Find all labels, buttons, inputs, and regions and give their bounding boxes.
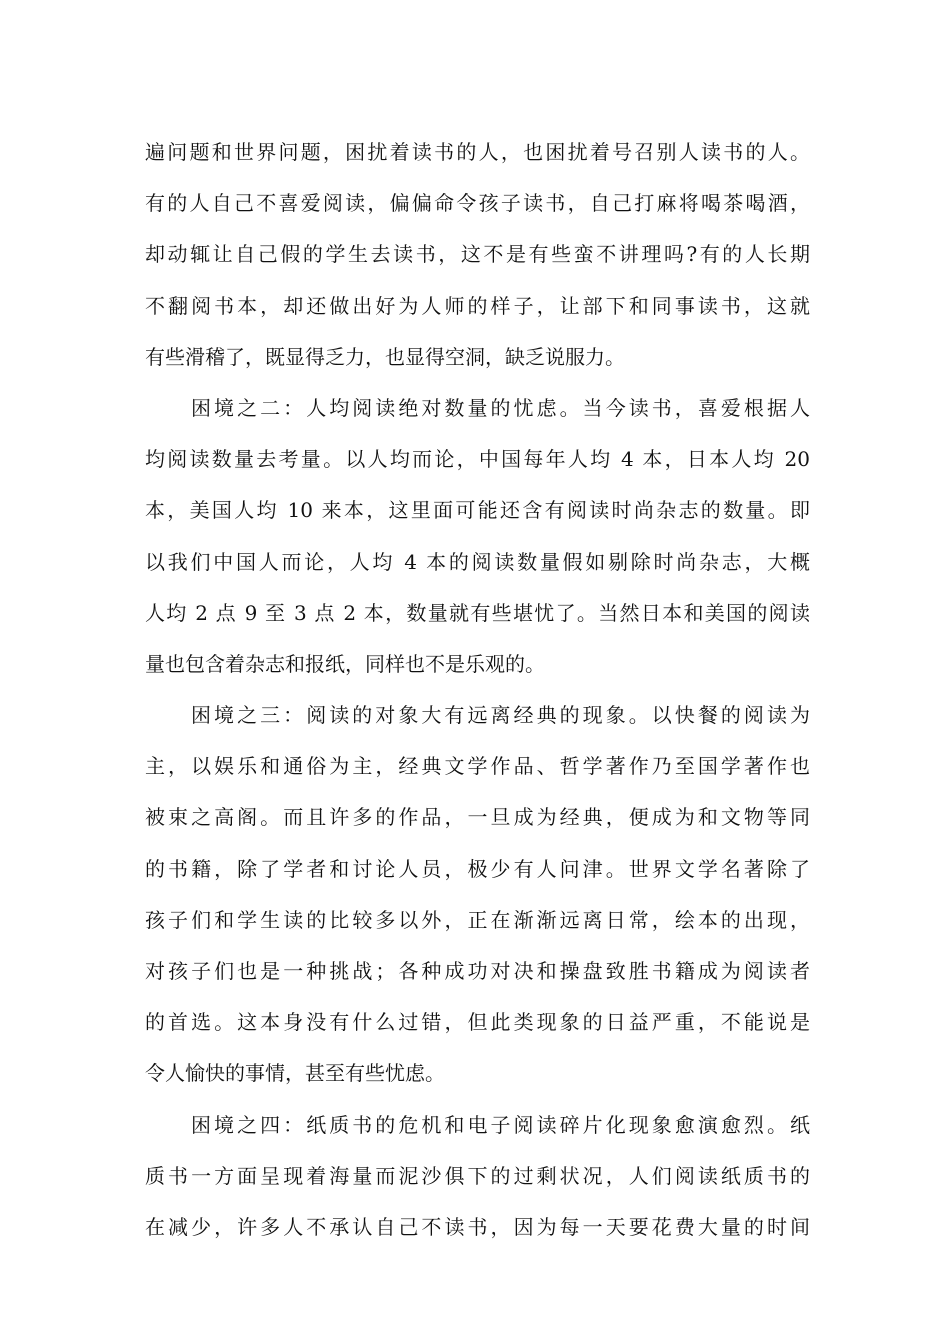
text-line: 的首选。这本身没有什么过错，但此类现象的日益严重，不能说是 xyxy=(145,1010,810,1035)
text-line: 质书一方面呈现着海量而泥沙俱下的过剩状况，人们阅读纸质书的 xyxy=(145,1163,810,1188)
text-line: 困境之二：人均阅读绝对数量的忧虑。当今读书，喜爱根据人 xyxy=(191,395,810,420)
text-line: 本，美国人均 10 来本，这里面可能还含有阅读时尚杂志的数量。即 xyxy=(145,498,810,523)
text-line: 人均 2 点 9 至 3 点 2 本，数量就有些堪忧了。当然日本和美国的阅读 xyxy=(145,600,810,625)
text-line: 均阅读数量去考量。以人均而论，中国每年人均 4 本，日本人均 20 xyxy=(145,447,810,472)
text-line: 在减少，许多人不承认自己不读书，因为每一天要花费大量的时间 xyxy=(145,1214,810,1239)
text-line: 有些滑稽了，既显得乏力，也显得空洞，缺乏说服力。 xyxy=(145,344,625,369)
text-line: 主，以娱乐和通俗为主，经典文学作品、哲学著作乃至国学著作也 xyxy=(145,754,810,779)
text-line: 量也包含着杂志和报纸，同样也不是乐观的。 xyxy=(145,651,545,676)
text-line: 困境之三：阅读的对象大有远离经典的现象。以快餐的阅读为 xyxy=(191,703,810,728)
text-line: 对孩子们也是一种挑战；各种成功对决和操盘致胜书籍成为阅读者 xyxy=(145,959,810,983)
text-line: 孩子们和学生读的比较多以外，正在渐渐远离日常，绘本的出现， xyxy=(145,907,810,932)
text-line: 的书籍，除了学者和讨论人员，极少有人问津。世界文学名著除了 xyxy=(145,856,810,881)
text-line: 有的人自己不喜爱阅读，偏偏命令孩子读书，自己打麻将喝茶喝酒， xyxy=(145,191,810,216)
text-line: 不翻阅书本，却还做出好为人师的样子，让部下和同事读书，这就 xyxy=(145,293,810,318)
text-line: 困境之四：纸质书的危机和电子阅读碎片化现象愈演愈烈。纸 xyxy=(191,1112,810,1137)
text-line: 被束之高阁。而且许多的作品，一旦成为经典，便成为和文物等同 xyxy=(145,805,810,830)
text-line: 却动辄让自己假的学生去读书，这不是有些蛮不讲理吗?有的人长期 xyxy=(145,242,810,267)
text-line: 遍问题和世界问题，困扰着读书的人，也困扰着号召别人读书的人。 xyxy=(145,140,810,164)
text-line: 以我们中国人而论，人均 4 本的阅读数量假如剔除时尚杂志，大概 xyxy=(145,549,810,574)
text-line: 令人愉快的事情，甚至有些忧虑。 xyxy=(145,1061,445,1086)
body-text xyxy=(145,127,810,1253)
